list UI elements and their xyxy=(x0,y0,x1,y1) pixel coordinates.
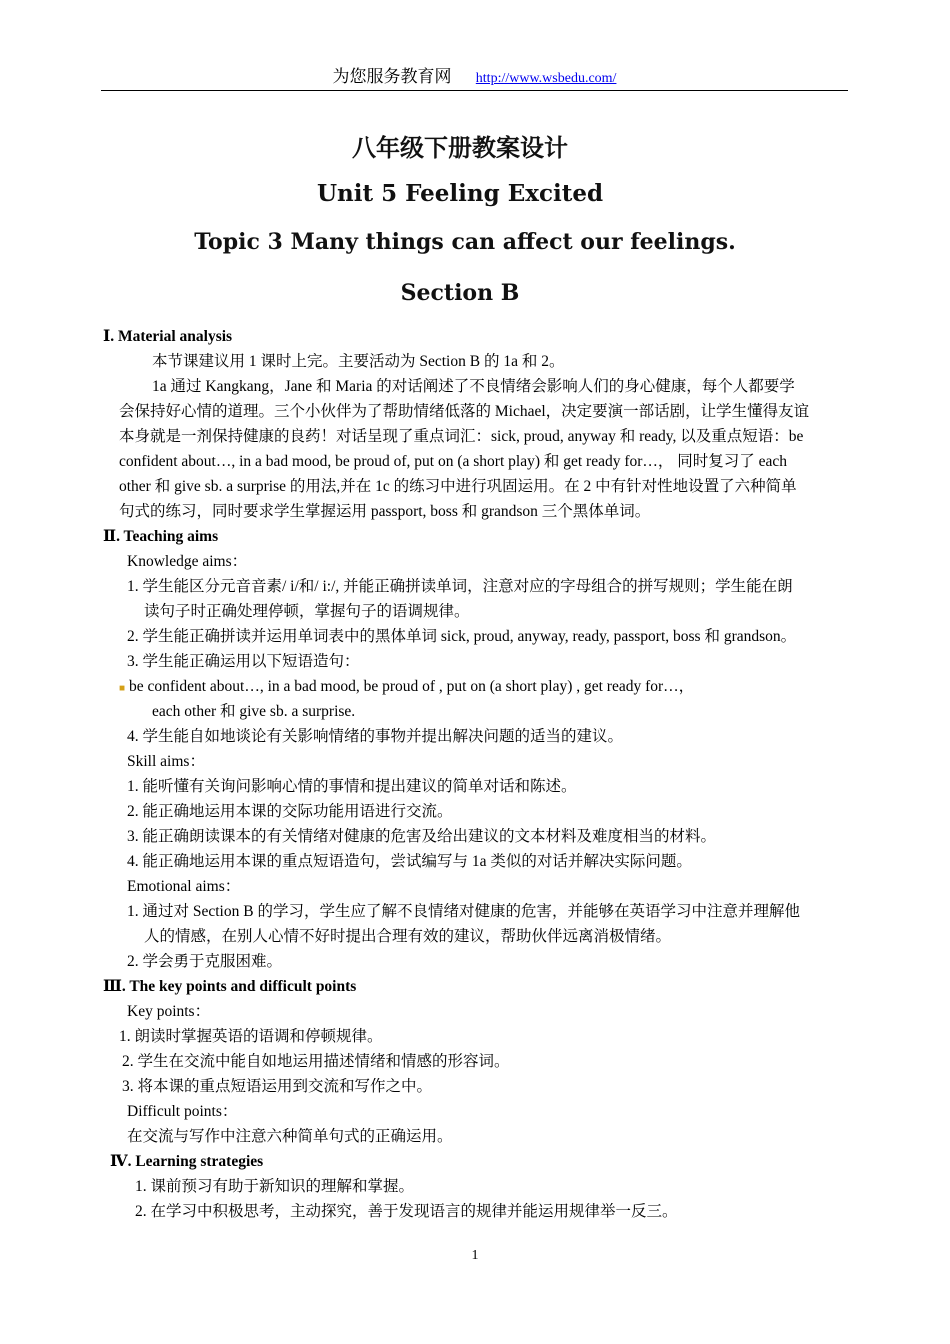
section-heading: Ⅰ. Material analysis xyxy=(103,328,233,345)
text-line: confident about…, in a bad mood, be proud of, put on (a short play) 和 get ready for…， 同时复习了 each xyxy=(119,453,788,470)
text-line: Emotional aims： xyxy=(127,878,241,895)
text-line: 3. 能正确朗读课本的有关情绪对健康的危害及给出建议的文本材料及难度相当的材料。 xyxy=(127,828,717,845)
text-line: 2. 在学习中积极思考，主动探究，善于发现语言的规律并能运用规律举一反三。 xyxy=(135,1203,678,1220)
text-line: be confident about…, in a bad mood, be proud of , put on (a short play) , get ready for…， xyxy=(129,678,695,695)
text-line: 2. 学会勇于克服困难。 xyxy=(127,953,283,970)
text-line: 3. 将本课的重点短语运用到交流和写作之中。 xyxy=(122,1078,433,1095)
page-number: 1 xyxy=(471,1248,479,1263)
text-line: Difficult points： xyxy=(127,1103,238,1120)
text-line: 句式的练习，同时要求学生掌握运用 passport, boss 和 grandson 三个黑体单词。 xyxy=(119,503,651,520)
section-heading: Ⅲ. The key points and difficult points xyxy=(103,978,357,995)
text-line: 在交流与写作中注意六种简单句式的正确运用。 xyxy=(127,1128,453,1145)
topic-title: Topic 3 Many things can affect our feelings. xyxy=(194,229,736,255)
text-line: 2. 学生能正确拼读并运用单词表中的黑体单词 sick, proud, anyway, ready, passport, boss 和 grandson。 xyxy=(127,628,797,645)
text-line: Skill aims： xyxy=(127,753,205,770)
doc-title: 八年级下册教案设计 xyxy=(352,133,568,162)
site-name: 为您服务教育网 xyxy=(332,67,452,86)
section-heading: Ⅱ. Teaching aims xyxy=(103,528,219,545)
text-line: Knowledge aims： xyxy=(127,553,248,570)
text-line: 本身就是一剂保持健康的良药！对话呈现了重点词汇：sick, proud, anyway 和 ready, 以及重点短语：be xyxy=(119,428,804,445)
text-line: 本节课建议用 1 课时上完。主要活动为 Section B 的 1a 和 2。 xyxy=(152,353,565,370)
section-title: Section B xyxy=(400,280,520,306)
text-line: 1. 能听懂有关询问影响心情的事情和提出建议的简单对话和陈述。 xyxy=(127,778,577,795)
text-line: 3. 学生能正确运用以下短语造句： xyxy=(127,653,360,670)
section-heading: Ⅳ. Learning strategies xyxy=(110,1153,264,1170)
text-line: each other 和 give sb. a surprise. xyxy=(152,703,356,720)
marker-dot: ■ xyxy=(119,683,126,694)
text-line: 1a 通过 Kangkang，Jane 和 Maria 的对话阐述了不良情绪会影响人们的身心健康，每个人都要学 xyxy=(152,378,795,395)
text-line: Key points： xyxy=(127,1003,211,1020)
unit-title: Unit 5 Feeling Excited xyxy=(316,180,604,207)
text-line: 1. 朗读时掌握英语的语调和停顿规律。 xyxy=(119,1028,383,1045)
site-url-link[interactable]: http://www.wsbedu.com/ xyxy=(475,71,617,86)
text-line: 2. 能正确地运用本课的交际功能用语进行交流。 xyxy=(127,803,453,820)
text-line: 1. 通过对 Section B 的学习，学生应了解不良情绪对健康的危害，并能够在英语学习中注意并理解他 xyxy=(127,903,800,920)
text-line: 4. 能正确地运用本课的重点短语造句，尝试编写与 1a 类似的对话并解决实际问题。 xyxy=(127,853,692,870)
text-line: 2. 学生在交流中能自如地运用描述情绪和情感的形容词。 xyxy=(122,1053,510,1070)
text-line: 4. 学生能自如地谈论有关影响情绪的事物并提出解决问题的适当的建议。 xyxy=(127,728,624,745)
text-line: other 和 give sb. a surprise 的用法,并在 1c 的练习中进行巩固运用。在 2 中有针对性地设置了六种简单 xyxy=(119,478,797,495)
text-line: 人的情感，在别人心情不好时提出合理有效的建议，帮助伙伴远离消极情绪。 xyxy=(144,928,672,945)
text-line: 1. 学生能区分元音音素/ i/和/ i:/, 并能正确拼读单词，注意对应的字母组合的拼写规则；学生能在朗 xyxy=(127,578,793,595)
text-line: 读句子时正确处理停顿，掌握句子的语调规律。 xyxy=(144,603,470,620)
page-header xyxy=(101,64,848,91)
text-line: 会保持好心情的道理。三个小伙伴为了帮助情绪低落的 Michael，决定要演一部话剧，让学生懂得友谊 xyxy=(119,403,810,420)
text-line: 1. 课前预习有助于新知识的理解和掌握。 xyxy=(135,1178,415,1195)
